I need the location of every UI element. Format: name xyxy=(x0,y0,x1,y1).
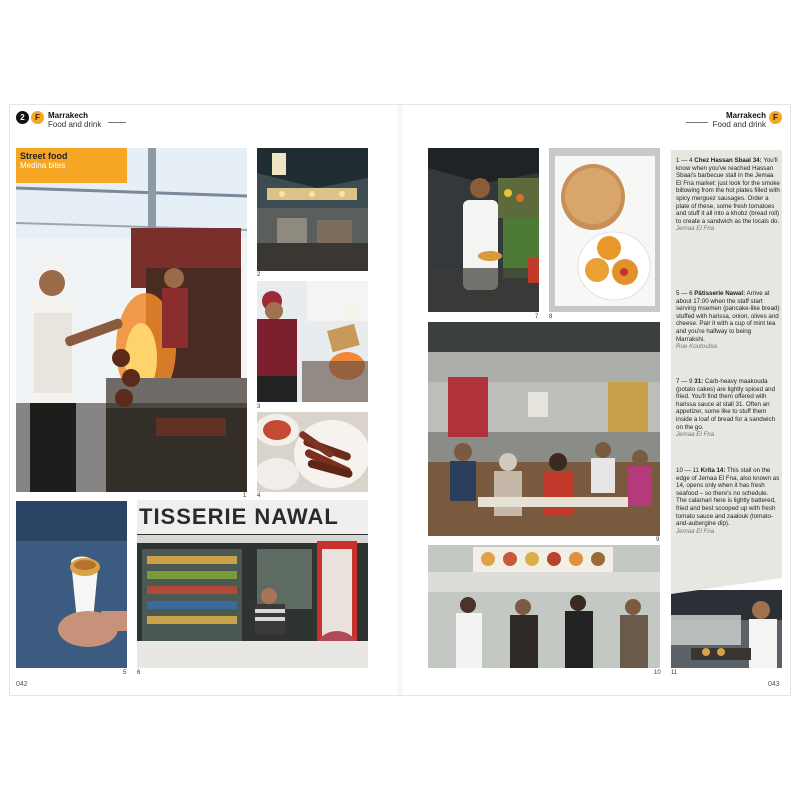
page-gutter xyxy=(398,105,402,695)
entry-description: You'll know when you've reached Hassan Sbaai's barbecue stall in the Jemaa El Fna market: just look for the smoke billowing from the hot plates filled with spicy merguez sausages. Order a plate of these, some fresh tomatoes and stuff it all into a khobz (bread roll) to create a sandwich as the locals do. xyxy=(676,157,780,225)
storefront-sign: TISSERIE NAWAL xyxy=(137,500,368,534)
photo-vendor-with-bread-art xyxy=(257,281,368,402)
entry-description: This stall on the edge of Jemaa El Fna, also known as 14, opens only when it has fresh seafood – so there's no schedule. The calamari here is lightly battered, fried and best scooped up with fresh tomato sauce and zaalouk (tomato-and-aubergine dip). xyxy=(676,467,780,528)
listing-entry xyxy=(676,467,780,535)
entry-location: Jemaa El Fna xyxy=(676,225,715,233)
chapter-number-badge: 2 xyxy=(16,111,29,124)
listing-entry xyxy=(676,157,780,233)
right-header-rule xyxy=(686,122,708,123)
photo-grill-chef-art xyxy=(16,148,247,492)
entry-photo-range: 7 — 9 xyxy=(676,378,693,385)
entry-name: 31: xyxy=(694,378,704,385)
feature-title: Street food xyxy=(20,151,68,161)
photo-grill-chef xyxy=(16,148,247,492)
photo-number-1: 1 xyxy=(243,493,247,499)
right-section-letter-badge: F xyxy=(769,111,782,124)
photo-number-8: 8 xyxy=(549,314,553,320)
feature-subtitle: Medina bites xyxy=(20,161,66,170)
photo-number-2: 2 xyxy=(257,272,261,278)
photo-crowd-at-stall xyxy=(428,545,660,668)
entry-location: Rue Koutoubia xyxy=(676,343,717,351)
right-page-number: 043 xyxy=(768,681,780,688)
photo-msemen-wrap-art xyxy=(16,501,127,668)
photo-maakouda xyxy=(549,148,660,312)
photo-market-stalls-art xyxy=(257,148,368,271)
photo-seafood-stall-art xyxy=(671,590,782,668)
photo-smoky-food-court xyxy=(428,322,660,536)
photo-number-10: 10 xyxy=(654,670,661,676)
photo-number-5: 5 xyxy=(123,670,127,676)
section-letter-badge: F xyxy=(31,111,44,124)
left-header-rule xyxy=(108,122,126,123)
photo-number-9: 9 xyxy=(656,537,660,543)
photo-number-4: 4 xyxy=(257,493,261,499)
photo-number-11: 11 xyxy=(671,670,678,676)
photo-vendor-with-bread xyxy=(257,281,368,402)
right-running-head xyxy=(711,111,766,129)
photo-seafood-stall xyxy=(671,590,782,668)
entry-name: Chez Hassan Sbaai 34: xyxy=(694,157,762,164)
photo-number-7: 7 xyxy=(535,314,539,320)
photo-maakouda-art xyxy=(549,148,660,312)
photo-smoky-food-court-art xyxy=(428,322,660,536)
feature-title-box xyxy=(16,148,127,183)
left-running-head xyxy=(48,111,101,129)
right-section-label: Food and drink xyxy=(712,120,766,129)
entry-description: Carb-heavy maakouda (potato cakes) are lightly spiced and fried. You'll find them offered with harissa sauce at stall 31. Often an appetizer, some like to stuff them inside a loaf of bread for a sandwich on the go. xyxy=(676,378,776,431)
photo-market-stalls xyxy=(257,148,368,271)
entry-description: Arrive at about 17.00 when the staff start serving msemen (pancake-like bread) stuffed with harissa, onion, olives and cheese. Pair it with a cup of mint tea and you're halfway to being Marrakshi. xyxy=(676,290,780,343)
photo-stall-cook-art xyxy=(428,148,539,312)
entry-location: Jemaa El Fna xyxy=(676,431,715,439)
photo-crowd-at-stall-art xyxy=(428,545,660,668)
left-city-label: Marrakech xyxy=(48,111,89,120)
entry-photo-range: 5 — 6 xyxy=(676,290,693,297)
photo-msemen-wrap xyxy=(16,501,127,668)
entry-photo-range: 1 — 4 xyxy=(676,157,693,164)
listing-entry xyxy=(676,378,780,439)
entry-photo-range: 10 — 11 xyxy=(676,467,699,474)
entry-location: Jemaa El Fna xyxy=(676,527,715,535)
photo-number-6: 6 xyxy=(137,670,141,676)
listing-entry xyxy=(676,290,780,351)
venue-listing-sidebar xyxy=(671,150,782,578)
entry-name: Krita 14: xyxy=(700,467,726,474)
photo-merguez-plate xyxy=(257,412,368,492)
photo-number-3: 3 xyxy=(257,404,261,410)
photo-merguez-plate-art xyxy=(257,412,368,492)
entry-name: Pâtisserie Nawal: xyxy=(694,290,746,297)
left-section-label: Food and drink xyxy=(48,120,102,129)
photo-stall-cook xyxy=(428,148,539,312)
left-page-number: 042 xyxy=(16,681,28,688)
right-city-label: Marrakech xyxy=(725,111,766,120)
